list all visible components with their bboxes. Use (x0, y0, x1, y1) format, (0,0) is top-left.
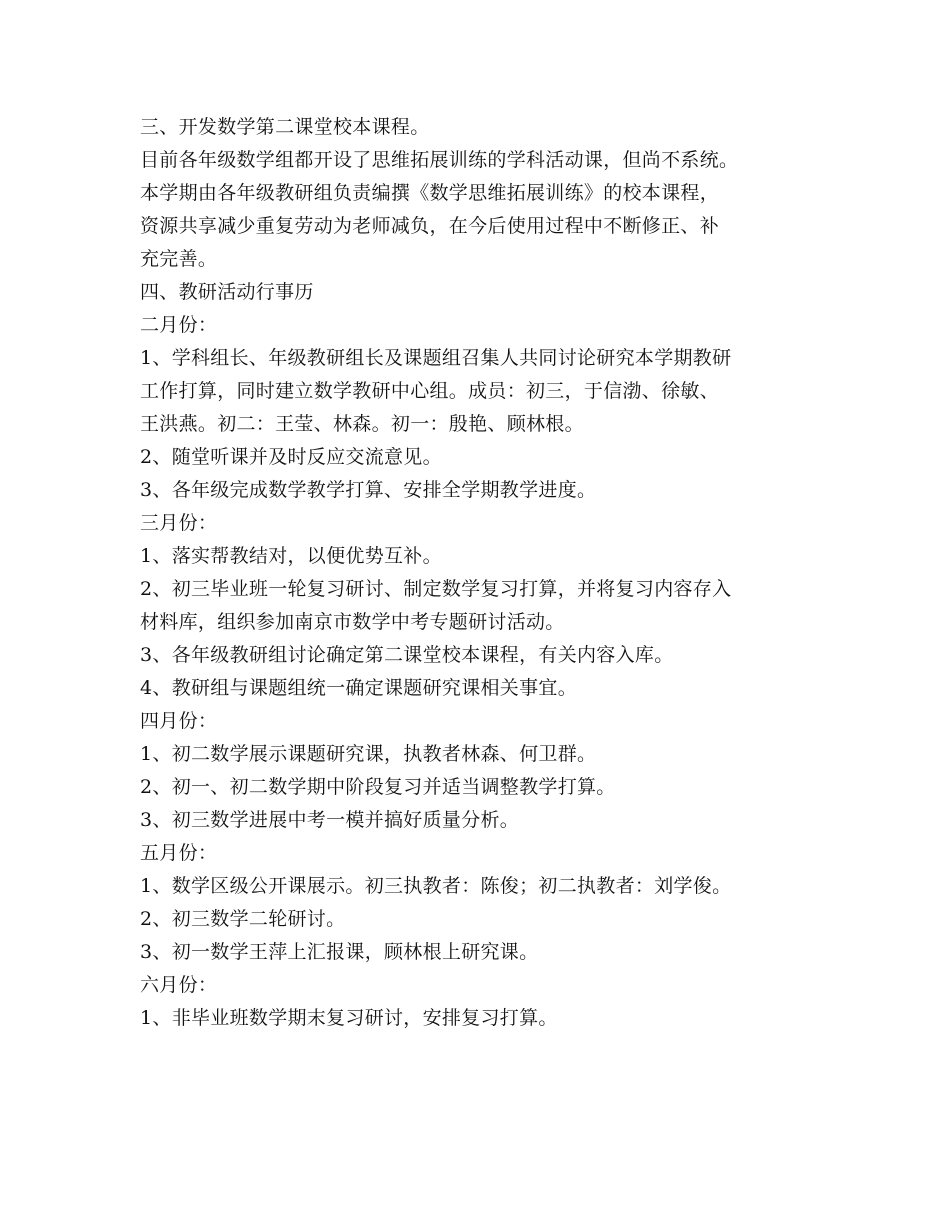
list-item-continued: 材料库，组织参加南京市数学中考专题研讨活动。 (140, 611, 565, 633)
month-heading-jun: 六月份： (140, 974, 218, 996)
paragraph-line: 目前各年级数学组都开设了思维拓展训练的学科活动课，但尚不系统。 (140, 149, 739, 171)
list-item: 1、初二数学展示课题研究课，执教者林森、何卫群。 (140, 743, 597, 765)
list-item: 1、非毕业班数学期末复习研讨，安排复习打算。 (140, 1007, 558, 1029)
list-item: 2、初三数学二轮研讨。 (140, 908, 346, 930)
list-item: 4、教研组与课题组统一确定课题研究课相关事宜。 (140, 677, 577, 699)
section-heading-3: 三、开发数学第二课堂校本课程。 (140, 116, 430, 138)
list-item: 2、初一、初二数学期中阶段复习并适当调整教学打算。 (140, 776, 616, 798)
list-item: 1、落实帮教结对，以便优势互补。 (140, 545, 442, 567)
list-item: 3、各年级完成数学教学打算、安排全学期教学进度。 (140, 479, 597, 501)
paragraph-line: 本学期由各年级教研组负责编撰《数学思维拓展训练》的校本课程， (140, 182, 720, 204)
month-heading-may: 五月份： (140, 842, 218, 864)
list-item: 2、随堂听课并及时反应交流意见。 (140, 446, 442, 468)
section-heading-4: 四、教研活动行事历 (140, 281, 314, 303)
document-page (140, 111, 930, 1035)
list-item-continued: 工作打算，同时建立数学教研中心组。成员：初三，于信渤、徐敏、 (140, 380, 720, 402)
month-heading-mar: 三月份： (140, 512, 218, 534)
list-item: 3、各年级教研组讨论确定第二课堂校本课程，有关内容入库。 (140, 644, 674, 666)
list-item-continued: 王洪燕。初二：王莹、林森。初一：殷艳、顾林根。 (140, 413, 584, 435)
month-heading-feb: 二月份： (140, 314, 218, 336)
paragraph-line: 资源共享减少重复劳动为老师减负，在今后使用过程中不断修正、补 (140, 215, 720, 237)
list-item: 1、数学区级公开课展示。初三执教者：陈俊；初二执教者：刘学俊。 (140, 875, 732, 897)
list-item: 3、初三数学进展中考一模并搞好质量分析。 (140, 809, 520, 831)
paragraph-line: 充完善。 (140, 248, 218, 270)
list-item: 3、初一数学王萍上汇报课，顾林根上研究课。 (140, 941, 539, 963)
list-item: 2、初三毕业班一轮复习研讨、制定数学复习打算，并将复习内容存入 (140, 578, 732, 600)
list-item: 1、学科组长、年级教研组长及课题组召集人共同讨论研究本学期教研 (140, 347, 732, 369)
month-heading-apr: 四月份： (140, 710, 218, 732)
